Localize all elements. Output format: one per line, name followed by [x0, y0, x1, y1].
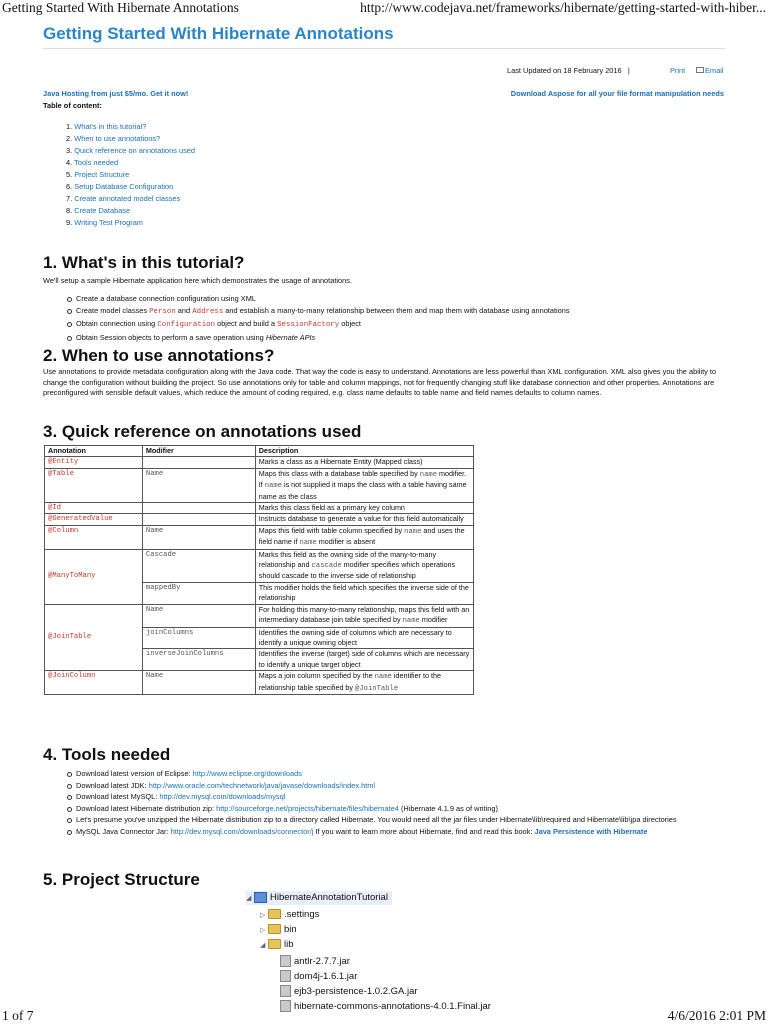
project-icon [254, 892, 267, 903]
toc-item[interactable]: 9. Writing Test Program [66, 218, 143, 227]
table-header-description: Description [255, 446, 473, 457]
table-header-annotation: Annotation [45, 446, 143, 457]
project-tree [240, 888, 540, 1012]
email-link[interactable] [696, 66, 723, 76]
collapse-icon[interactable]: ◢ [246, 895, 252, 902]
tools-list [66, 768, 726, 838]
print-link-label[interactable]: Print [670, 66, 686, 75]
list-item: Obtain connection using Configuration object and build a SessionFactory object [66, 318, 726, 332]
table-row: inverseJoinColumns Identifies the inverse (target) side of columns which are necessary to identify a unique target object [45, 649, 474, 671]
list-item: Obtain Session objects to perform a save operation using Hibernate APIs [66, 332, 726, 344]
folder-icon [268, 909, 281, 919]
section-3-heading: 3. Quick reference on annotations used [43, 422, 362, 441]
toc-item[interactable]: 5. Project Structure [66, 170, 130, 179]
toc-title: Table of content: [43, 101, 102, 110]
table-row: @JoinTable Name For holding this many-to-many relationship, maps this field with an intermediary database join table specified by name modifier [45, 604, 474, 627]
book-link[interactable]: Java Persistence with Hibernate [534, 826, 648, 836]
collapse-icon[interactable]: ◢ [260, 942, 266, 949]
section-1-list [66, 293, 726, 343]
list-item: Download latest version of Eclipse: http://www.eclipse.org/downloads [66, 768, 726, 780]
eclipse-link[interactable]: http://www.eclipse.org/downloads [192, 769, 302, 778]
tree-root[interactable]: ◢ HibernateAnnotationTutorial [246, 891, 392, 905]
title-divider [43, 48, 725, 49]
jar-icon [280, 1000, 291, 1012]
toc-item[interactable]: 4. Tools needed [66, 158, 119, 167]
table-row: @GeneratedValue Instructs database to generate a value for this field automatically [45, 514, 474, 525]
email-icon [696, 67, 704, 73]
table-row: @Column Name Maps this field with table column specified by name and uses the field name if name modifier is absent [45, 525, 474, 549]
jdk-link[interactable]: http://www.oracle.com/technetwork/java/javase/downloads/index.html [148, 780, 376, 790]
annotations-table [44, 445, 474, 695]
folder-icon [268, 924, 281, 934]
toc-item[interactable]: 3. Quick reference on annotations used [66, 146, 196, 155]
last-updated-text: Last Updated on 18 February 2016 [507, 66, 622, 75]
list-item: Download latest MySQL: http://dev.mysql.com/downloads/mysql [66, 791, 726, 803]
ad-aspose[interactable]: Download Aspose for all your file format manipulation needs [510, 89, 724, 98]
print-header-title: Getting Started With Hibernate Annotations [2, 0, 239, 15]
list-item: Download latest Hibernate distribution zip: http://sourceforge.net/projects/hibernate/files/hibernate4 (Hibernate 4.1.9 as of writing) [66, 803, 726, 815]
tree-item[interactable]: antlr-2.7.7.jar [280, 955, 350, 969]
print-link[interactable] [670, 66, 685, 76]
jar-icon [280, 955, 291, 967]
section-2-heading: 2. When to use annotations? [43, 346, 275, 365]
list-item: Let's presume you've unzipped the Hibernate distribution zip to a directory called Hibernate. You would need all the jar files under Hibernate\lib\required and Hibernate\lib\jpa directories [66, 814, 726, 826]
toc-item[interactable]: 2. When to use annotations? [66, 134, 161, 143]
ad-java-hosting[interactable]: Java Hosting from just $5/mo. Get it now! [43, 89, 189, 98]
tree-item[interactable]: hibernate-commons-annotations-4.0.1.Final.jar [280, 1000, 491, 1014]
expand-icon[interactable]: ▷ [260, 912, 266, 919]
connector-link[interactable]: http://dev.mysql.com/downloads/connector/j [170, 826, 314, 836]
mysql-link[interactable]: http://dev.mysql.com/downloads/mysql [159, 792, 286, 802]
folder-open-icon [268, 939, 281, 949]
print-header-url: http://www.codejava.net/frameworks/hibernate/getting-started-with-hiber... [360, 0, 766, 15]
table-row: joinColumns Identifies the owning side of columns which are necessary to identify a unique owning object [45, 627, 474, 649]
section-5-heading: 5. Project Structure [43, 870, 200, 889]
toc-list [66, 121, 195, 229]
tree-item[interactable]: ▷ .settings [260, 908, 319, 922]
list-item: Create a database connection configuration using XML [66, 293, 726, 305]
expand-icon[interactable]: ▷ [260, 927, 266, 934]
page-title[interactable]: Getting Started With Hibernate Annotations [43, 24, 394, 43]
last-updated [507, 66, 630, 76]
tree-item[interactable]: dom4j-1.6.1.jar [280, 970, 357, 984]
section-1-heading: 1. What's in this tutorial? [43, 253, 245, 272]
tree-item[interactable]: ◢ lib [260, 938, 294, 952]
table-row: @JoinColumn Name Maps a join column specified by the name identifier to the relationship table specified by @JoinTable [45, 671, 474, 695]
print-footer-page: 1 of 7 [2, 1008, 34, 1023]
jar-icon [280, 970, 291, 982]
meta-separator: | [627, 66, 630, 75]
table-header-modifier: Modifier [142, 446, 255, 457]
table-row: @Table Name Maps this class with a database table specified by name modifier. If name is not supplied it maps the class with a table having same name as the class [45, 468, 474, 502]
section-2-body: Use annotations to provide metadata configuration along with the Java code. That way the code is easy to understand. Annotations are less powerful than XML configuration. XML also gives you the ability to change the configuration without building the project. So use annotations only for table and column mappings, not for frequently changing stuff like database connection and other properties. Annotations are preconfigured with sensible default values, which reduce the amount of coding required, e.g. class name defaults to table name and field names defaults to column names. [43, 367, 717, 398]
list-item: Download latest JDK: http://www.oracle.com/technetwork/java/javase/downloads/index.html [66, 780, 726, 792]
tree-item[interactable]: ▷ bin [260, 923, 297, 937]
print-footer-datetime: 4/6/2016 2:01 PM [667, 1008, 766, 1023]
section-4-heading: 4. Tools needed [43, 745, 171, 764]
toc-item[interactable]: 8. Create Database [66, 206, 131, 215]
toc-item[interactable]: 1. What's in this tutorial? [66, 122, 147, 131]
tree-item[interactable]: ejb3-persistence-1.0.2.GA.jar [280, 985, 418, 999]
toc-item[interactable]: 7. Create annotated model classes [66, 194, 181, 203]
list-item: MySQL Java Connector Jar: http://dev.mysql.com/downloads/connector/j If you want to learn more about Hibernate, find and read this book: Java Persistence with Hibernate [66, 826, 726, 838]
table-row: mappedBy This modifier holds the field which specifies the inverse side of the relationship [45, 582, 474, 604]
email-link-label[interactable]: Email [705, 66, 724, 75]
list-item: Create model classes Person and Address and establish a many-to-many relationship between them and map them with database using annotations [66, 305, 726, 319]
section-1-intro: We'll setup a sample Hibernate application here which demonstrates the usage of annotations. [43, 276, 352, 285]
table-row: @ManyToMany Cascade Marks this field as the owning side of the many-to-many relationship and cascade modifier specifies which operations should cascade to the inverse side of relationship [45, 549, 474, 582]
hibernate-link[interactable]: http://sourceforge.net/projects/hibernate/files/hibernate4 [216, 803, 399, 813]
table-row: @Id Marks this class field as a primary key column [45, 503, 474, 514]
table-row: @Entity Marks a class as a Hibernate Entity (Mapped class) [45, 457, 474, 468]
toc-item[interactable]: 6. Setup Database Configuration [66, 182, 174, 191]
jar-icon [280, 985, 291, 997]
